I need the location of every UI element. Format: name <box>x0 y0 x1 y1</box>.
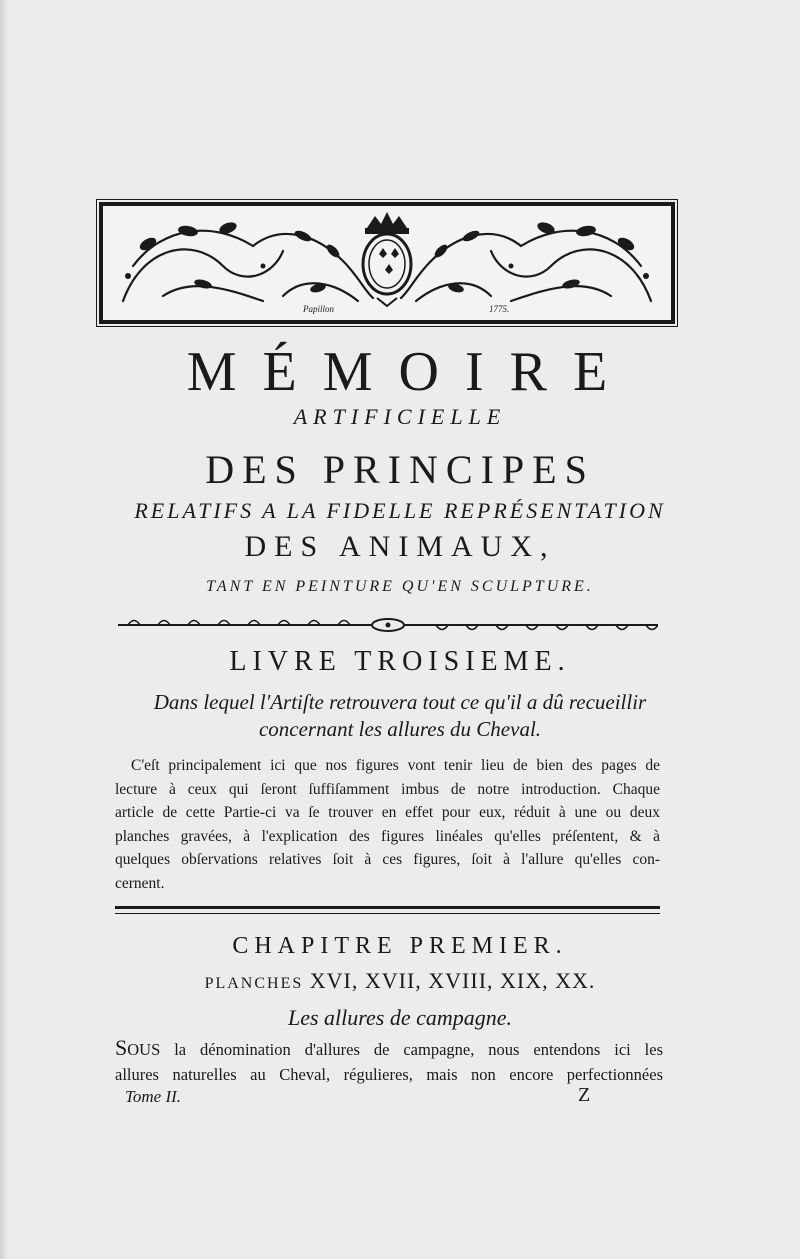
intro-line: C'eſt principalement ici que nos figures vont tenir lieu de bien des pages de <box>131 757 660 774</box>
title-subtitle-artificielle: ARTIFICIELLE <box>293 404 507 429</box>
title-subtitle-tant-en-peinture: TANT EN PEINTURE QU'EN SCULPTURE. <box>206 578 594 595</box>
plates-label: PLANCHES <box>204 975 304 992</box>
divider-thin-line <box>115 913 660 914</box>
intro-paragraph <box>115 754 660 895</box>
intro-line: planches gravées, à l'explication des figures linéales qu'elles préſentent, & à <box>115 827 660 845</box>
divider-thick-line <box>115 906 660 909</box>
book-part-description-line1: Dans lequel l'Artiſte retrouvera tout ce qu'il a dû recueillir <box>153 690 647 714</box>
chapter-line: allures naturelles au Cheval, régulieres, mais non encore perfectionnées <box>115 1065 663 1084</box>
plates-numbers: XVI, XVII, XVIII, XIX, XX. <box>309 968 596 993</box>
volume-label: Tome II. <box>125 1087 182 1106</box>
title-subtitle-relatifs: RELATIFS A LA FIDELLE REPRÉSENTATION <box>134 498 666 523</box>
royal-crest-icon <box>363 212 411 306</box>
engraver-signature: Papillon <box>303 304 334 314</box>
section-title: Les allures de campagne. <box>287 1005 513 1030</box>
floral-ornament-icon <box>103 206 671 320</box>
decorative-headpiece <box>99 202 675 324</box>
drop-cap: S <box>115 1035 128 1060</box>
chapter-line <box>115 1035 663 1062</box>
ornamental-rule-icon <box>118 618 658 632</box>
book-part-description-line2: concernant les allures du Cheval. <box>258 717 542 741</box>
page-edge-shadow <box>0 0 8 1259</box>
section-divider <box>115 906 660 916</box>
intro-line: lecture à ceux qui ſeront ſuffiſamment imbus de notre introduction. Chaque <box>115 780 660 798</box>
title-subtitle-des-animaux: DES ANIMAUX, <box>244 530 556 563</box>
chapter-heading: CHAPITRE PREMIER. <box>232 933 568 959</box>
title-subtitle-des-principes: DES PRINCIPES <box>205 447 595 492</box>
intro-line: quelques obſervations relatives ſoit à ces figures, ſoit à l'allure qu'elles con- <box>115 851 660 868</box>
intro-line: article de cette Partie-ci va ſe trouver en effet pour eux, réduit à une ou deux <box>115 804 660 821</box>
book-part-heading: LIVRE TROISIEME. <box>229 646 571 677</box>
intro-line: cernent. <box>115 874 165 892</box>
chapter-paragraph <box>115 1035 663 1087</box>
signature-mark: Z <box>578 1084 591 1106</box>
title-main: MÉMOIRE <box>186 341 634 403</box>
chapter-line1-text: OUS la dénomination d'allures de campagne, nous entendons ici les <box>127 1040 663 1059</box>
chapter-plates <box>0 968 800 994</box>
engraving-date: 1775. <box>489 304 510 314</box>
